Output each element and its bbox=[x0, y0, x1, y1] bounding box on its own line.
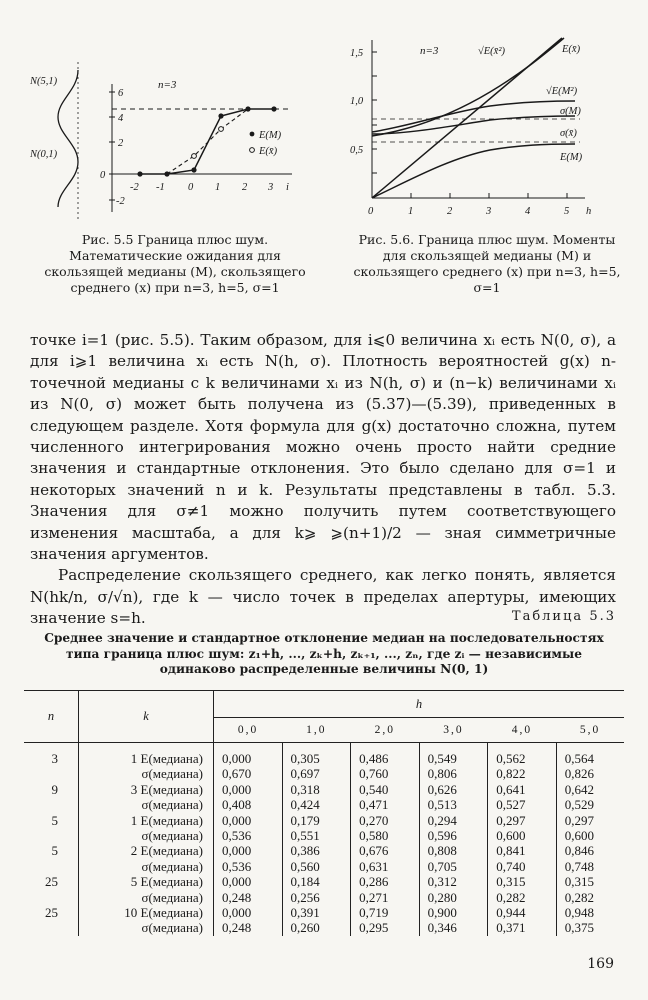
cell-value: 0,944 bbox=[488, 905, 557, 920]
curve-sqrt-mean-sq bbox=[372, 38, 564, 136]
h-value: 0,0 bbox=[214, 718, 283, 743]
cell-n: 9 bbox=[24, 782, 79, 797]
row-label-mean: E(медиана) bbox=[140, 751, 203, 766]
label-n51: N(5,1) bbox=[30, 76, 58, 87]
y-tick-1-5: 1,5 bbox=[350, 48, 364, 59]
table-5-3 bbox=[24, 690, 624, 936]
table-row bbox=[24, 859, 624, 874]
cell-k-label bbox=[79, 828, 214, 843]
label-sigma-median: σ(M) bbox=[560, 106, 581, 117]
y-tick-4: 4 bbox=[118, 113, 124, 124]
cell-value: 0,948 bbox=[564, 905, 594, 921]
cell-k: 10 bbox=[124, 905, 138, 921]
legend-median-marker bbox=[250, 132, 255, 137]
cell-n: 25 bbox=[24, 874, 79, 889]
cell-k: 5 bbox=[130, 874, 138, 890]
cell-value: 0,697 bbox=[282, 766, 351, 781]
cell-value: 0,271 bbox=[351, 890, 420, 905]
cell-value: 0,676 bbox=[351, 843, 420, 858]
cell-value: 0,529 bbox=[564, 797, 594, 813]
cell-k-label bbox=[79, 813, 214, 828]
cell-k-label bbox=[79, 920, 214, 935]
cell-value: 0,297 bbox=[564, 812, 594, 828]
table-body bbox=[24, 743, 624, 936]
cell-n bbox=[24, 890, 79, 905]
cell-k: 1 bbox=[130, 812, 138, 828]
cell-value: 0,000 bbox=[214, 782, 283, 797]
h-value: 1,0 bbox=[282, 718, 351, 743]
cell-n bbox=[24, 766, 79, 781]
h-value: 4,0 bbox=[488, 718, 557, 743]
cell-value: 0,626 bbox=[419, 782, 488, 797]
legend-mean: E(x̄) bbox=[259, 146, 278, 157]
cell-value: 0,549 bbox=[419, 751, 488, 766]
row-label-mean: E(медиана) bbox=[140, 812, 203, 828]
cell-value: 0,270 bbox=[351, 813, 420, 828]
cell-value: 0,748 bbox=[564, 858, 594, 874]
cell-n: 25 bbox=[24, 905, 79, 920]
cell-n: 5 bbox=[24, 843, 79, 858]
cell-value: 0,312 bbox=[419, 874, 488, 889]
table-label: Таблица 5.3 bbox=[511, 609, 616, 624]
cell-value: 0,670 bbox=[214, 766, 283, 781]
cell-n bbox=[24, 859, 79, 874]
row-label-sd: σ(медиана) bbox=[141, 889, 203, 905]
y-tick-2: 2 bbox=[118, 138, 124, 149]
cell-value: 0,631 bbox=[351, 859, 420, 874]
cell-n bbox=[24, 920, 79, 935]
x-tick-1: 1 bbox=[215, 182, 221, 193]
row-label-sd: σ(медиана) bbox=[141, 828, 203, 844]
cell-value: 0,295 bbox=[351, 920, 420, 935]
x-tick-neg2: -2 bbox=[130, 182, 139, 193]
cell-value: 0,596 bbox=[419, 828, 488, 843]
cell-value: 0,375 bbox=[564, 920, 594, 936]
paragraph-1: точке i=1 (рис. 5.5). Таким образом, для i⩽0 величина xᵢ есть N(0, σ), а для i⩾1 величина xᵢ есть N(h, σ). Плотность вероятностей g(x) n-точечной медианы с k величинами xᵢ из N(h, σ) и (n−k) величинами xᵢ из N(0, σ) может быть получена из (5.37)—(5.39), приведенных в следующем разделе. Хотя формула для g(x) достаточно сложна, путем численного интегрирования можно очень просто найти средние значения и стандартные отклонения. Это было сделано для σ=1 и некоторых значений n и k. Результаты представлены в табл. 5.3. Значения для σ≠1 можно получить путем соответствующего изменения масштаба, а для k⩾ ⩾(n+1)/2 — зная симметричные значения аргументов. bbox=[30, 331, 616, 564]
cell-value: 0,256 bbox=[282, 890, 351, 905]
row-label-mean: E(медиана) bbox=[140, 905, 203, 921]
x-tick-0: 0 bbox=[188, 182, 194, 193]
y-ticks bbox=[372, 52, 377, 173]
col-h-header: h bbox=[214, 691, 625, 718]
body-text bbox=[30, 330, 616, 630]
curve-median bbox=[372, 144, 575, 198]
cell-value: 0,000 bbox=[214, 751, 283, 766]
cell-value: 0,424 bbox=[282, 797, 351, 812]
cell-k: 1 bbox=[130, 751, 138, 766]
cell-value: 0,580 bbox=[351, 828, 420, 843]
cell-k-label bbox=[79, 890, 214, 905]
cell-value: 0,513 bbox=[419, 797, 488, 812]
cell-value: 0,826 bbox=[564, 766, 594, 782]
median-curve bbox=[140, 109, 274, 174]
cell-value: 0,280 bbox=[419, 890, 488, 905]
row-label-sd: σ(медиана) bbox=[141, 766, 203, 782]
legend-median: E(M) bbox=[259, 130, 282, 141]
legend-mean-marker bbox=[250, 148, 255, 153]
cell-value: 0,346 bbox=[419, 920, 488, 935]
h-value: 2,0 bbox=[351, 718, 420, 743]
cell-value: 0,486 bbox=[351, 751, 420, 766]
x-axis-label: h bbox=[586, 206, 592, 217]
cell-value: 0,286 bbox=[351, 874, 420, 889]
cell-k-label bbox=[79, 843, 214, 858]
cell-value: 0,719 bbox=[351, 905, 420, 920]
label-sqrt-mean-sq: √E(x̄²) bbox=[478, 46, 505, 57]
table-row bbox=[24, 920, 624, 935]
cell-value: 0,540 bbox=[351, 782, 420, 797]
cell-value: 0,846 bbox=[564, 843, 594, 859]
x-tick-3: 3 bbox=[268, 182, 274, 193]
cell-value: 0,471 bbox=[351, 797, 420, 812]
x-axis-label: i bbox=[286, 182, 289, 193]
cell-value: 0,551 bbox=[282, 828, 351, 843]
cell-value: 0,282 bbox=[488, 890, 557, 905]
cell-n: 5 bbox=[24, 813, 79, 828]
y-tick-0-5: 0,5 bbox=[350, 145, 364, 156]
label-median: E(M) bbox=[560, 152, 583, 163]
cell-value: 0,248 bbox=[214, 890, 283, 905]
cell-value: 0,536 bbox=[214, 828, 283, 843]
table-title: Среднее значение и стандартное отклонение медиан на последовательностях типа граница плюс шум: z₁+h, ..., zₖ+h, zₖ₊₁, ..., zₙ, где zᵢ — независимые одинаково распределенные величины N(0, 1) bbox=[44, 631, 604, 676]
cell-value: 0,248 bbox=[214, 920, 283, 935]
figure-5-5-plot bbox=[30, 62, 320, 227]
row-label-mean: E(медиана) bbox=[140, 843, 203, 859]
cell-k-label bbox=[79, 905, 214, 920]
y-tick-neg2: -2 bbox=[116, 196, 125, 207]
cell-value: 0,564 bbox=[564, 751, 594, 766]
table-row bbox=[24, 766, 624, 781]
cell-value: 0,760 bbox=[351, 766, 420, 781]
cell-value: 0,294 bbox=[419, 813, 488, 828]
cell-k-label bbox=[79, 751, 214, 766]
table-row bbox=[24, 797, 624, 812]
cell-value: 0,900 bbox=[419, 905, 488, 920]
paragraph-2: Распределение скользящего среднего, как легко понять, является N(hk/n, σ/√n), где k — число точек в пределах апертуры, имеющих значение s=h. bbox=[30, 566, 616, 628]
cell-value: 0,184 bbox=[282, 874, 351, 889]
cell-value: 0,822 bbox=[488, 766, 557, 781]
cell-value: 0,642 bbox=[564, 781, 594, 797]
cell-k: 3 bbox=[130, 781, 138, 797]
cell-value: 0,740 bbox=[488, 859, 557, 874]
h-value: 3,0 bbox=[419, 718, 488, 743]
cell-value: 0,318 bbox=[282, 782, 351, 797]
figure-5-6 bbox=[350, 30, 630, 230]
cell-value: 0,386 bbox=[282, 843, 351, 858]
cell-k: 2 bbox=[130, 843, 138, 859]
normal-curves bbox=[58, 70, 78, 207]
cell-value: 0,000 bbox=[214, 874, 283, 889]
cell-value: 0,562 bbox=[488, 751, 557, 766]
table-row bbox=[24, 905, 624, 920]
x-tick-neg1: -1 bbox=[156, 182, 165, 193]
x-tick-0: 0 bbox=[368, 206, 374, 217]
cell-n: 3 bbox=[24, 751, 79, 766]
cell-value: 0,282 bbox=[564, 889, 594, 905]
table-row bbox=[24, 782, 624, 797]
figure-5-6-caption: Рис. 5.6. Граница плюс шум. Моменты для скользящей медианы (M) и скользящего среднего (x) при n=3, h=5, σ=1 bbox=[353, 232, 621, 295]
cell-k-label bbox=[79, 782, 214, 797]
cell-value: 0,560 bbox=[282, 859, 351, 874]
table-row bbox=[24, 874, 624, 889]
row-label-sd: σ(медиана) bbox=[141, 858, 203, 874]
cell-value: 0,391 bbox=[282, 905, 351, 920]
median-points bbox=[137, 106, 276, 176]
cell-value: 0,536 bbox=[214, 859, 283, 874]
label-sqrt-median-sq: √E(M²) bbox=[546, 86, 578, 97]
n-label: n=3 bbox=[420, 45, 439, 57]
y-tick-1-0: 1,0 bbox=[350, 96, 364, 107]
x-tick-3: 3 bbox=[486, 206, 492, 217]
row-label-mean: E(медиана) bbox=[140, 874, 203, 890]
cell-value: 0,527 bbox=[488, 797, 557, 812]
cell-n bbox=[24, 797, 79, 812]
cell-value: 0,000 bbox=[214, 843, 283, 858]
cell-value: 0,806 bbox=[419, 766, 488, 781]
figure-5-6-plot bbox=[350, 30, 630, 230]
cell-value: 0,260 bbox=[282, 920, 351, 935]
cell-value: 0,705 bbox=[419, 859, 488, 874]
cell-n bbox=[24, 828, 79, 843]
figure-5-5 bbox=[30, 62, 320, 227]
x-tick-4: 4 bbox=[525, 206, 531, 217]
cell-k-label bbox=[79, 766, 214, 781]
label-sigma-mean: σ(x̄) bbox=[560, 128, 577, 139]
x-tick-1: 1 bbox=[408, 206, 414, 217]
label-n01: N(0,1) bbox=[30, 149, 58, 160]
x-tick-5: 5 bbox=[564, 206, 570, 217]
page-number: 169 bbox=[587, 956, 614, 972]
cell-value: 0,641 bbox=[488, 782, 557, 797]
table-row bbox=[24, 890, 624, 905]
cell-value: 0,315 bbox=[564, 874, 594, 890]
y-tick-0: 0 bbox=[100, 170, 106, 181]
table-row bbox=[24, 843, 624, 858]
cell-k-label bbox=[79, 874, 214, 889]
y-tick-6: 6 bbox=[118, 88, 124, 99]
x-tick-2: 2 bbox=[242, 182, 248, 193]
cell-value: 0,000 bbox=[214, 813, 283, 828]
cell-value: 0,000 bbox=[214, 905, 283, 920]
cell-value: 0,408 bbox=[214, 797, 283, 812]
row-label-mean: E(медиана) bbox=[140, 781, 203, 797]
col-k-header: k bbox=[79, 691, 214, 743]
x-ticks bbox=[411, 193, 567, 198]
n-label: n=3 bbox=[158, 79, 177, 91]
cell-value: 0,600 bbox=[488, 828, 557, 843]
cell-value: 0,179 bbox=[282, 813, 351, 828]
label-mean: E(x̄) bbox=[562, 44, 581, 55]
x-tick-2: 2 bbox=[447, 206, 453, 217]
cell-value: 0,297 bbox=[488, 813, 557, 828]
cell-value: 0,808 bbox=[419, 843, 488, 858]
figure-5-5-caption: Рис. 5.5 Граница плюс шум. Математические ожидания для скользящей медианы (M), скользящего среднего (x) при n=3, h=5, σ=1 bbox=[44, 232, 306, 295]
cell-value: 0,315 bbox=[488, 874, 557, 889]
cell-value: 0,841 bbox=[488, 843, 557, 858]
row-label-sd: σ(медиана) bbox=[141, 797, 203, 813]
col-n-header: n bbox=[24, 691, 79, 743]
table-row bbox=[24, 813, 624, 828]
cell-value: 0,371 bbox=[488, 920, 557, 935]
cell-k-label bbox=[79, 859, 214, 874]
cell-value: 0,305 bbox=[282, 751, 351, 766]
h-value: 5,0 bbox=[556, 718, 624, 743]
row-label-sd: σ(медиана) bbox=[141, 920, 203, 936]
table-row bbox=[24, 751, 624, 766]
table-row bbox=[24, 828, 624, 843]
cell-k-label bbox=[79, 797, 214, 812]
cell-value: 0,600 bbox=[564, 828, 594, 844]
